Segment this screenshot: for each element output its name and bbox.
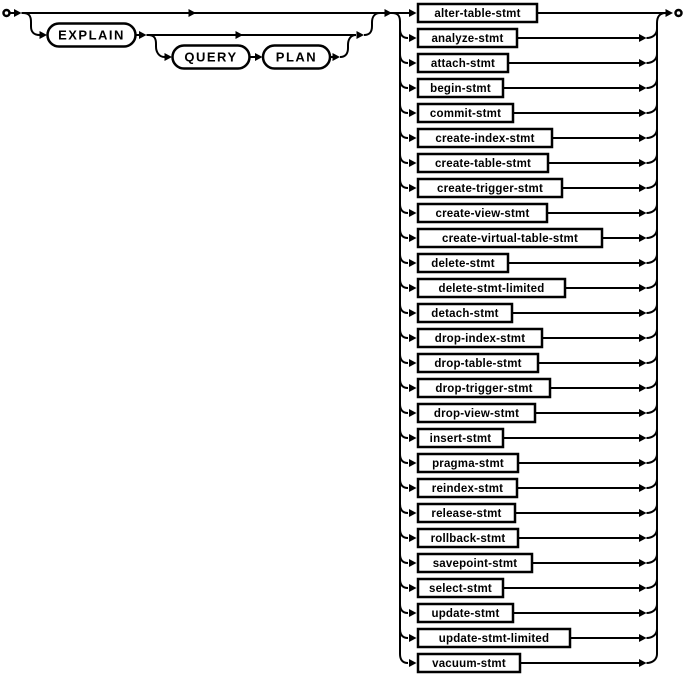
- arrowhead-icon: [409, 509, 417, 517]
- rail: [647, 504, 658, 513]
- rail: [647, 329, 658, 338]
- keyword-query-label: QUERY: [184, 49, 238, 65]
- rail: [400, 554, 408, 563]
- stmt-label: begin-stmt: [430, 83, 491, 95]
- keyword-plan-label: PLAN: [275, 49, 318, 65]
- rail: [400, 629, 408, 638]
- stmt-row-drop-index-stmt: [400, 329, 657, 347]
- arrowhead-icon: [639, 84, 647, 92]
- arrowhead-icon: [639, 184, 647, 192]
- stmt-label: vacuum-stmt: [432, 658, 506, 670]
- arrowhead-icon: [409, 259, 417, 267]
- arrowhead-icon: [639, 284, 647, 292]
- stmt-label: detach-stmt: [431, 308, 499, 320]
- arrowhead-icon: [639, 459, 647, 467]
- stmt-row-update-stmt-limited: [400, 629, 657, 647]
- arrowhead-icon: [639, 209, 647, 217]
- stmt-label: create-view-stmt: [435, 208, 530, 220]
- arrowhead-icon: [639, 384, 647, 392]
- stmt-row-insert-stmt: [400, 429, 657, 447]
- arrowhead-icon: [236, 31, 244, 39]
- rail: [400, 29, 408, 38]
- stmt-label: savepoint-stmt: [432, 558, 518, 570]
- arrowhead-icon: [409, 109, 417, 117]
- stmt-row-reindex-stmt: [400, 479, 657, 497]
- stmt-label: analyze-stmt: [431, 33, 504, 45]
- arrowhead-icon: [409, 434, 417, 442]
- rail: [400, 604, 408, 613]
- rail: [647, 479, 658, 488]
- rail: [647, 279, 658, 288]
- arrowhead-icon: [409, 409, 417, 417]
- arrowhead-icon: [409, 584, 417, 592]
- arrowhead-icon: [639, 134, 647, 142]
- stmt-label: commit-stmt: [429, 108, 502, 120]
- rail: [400, 404, 408, 413]
- arrowhead-icon: [639, 534, 647, 542]
- arrowhead-icon: [409, 534, 417, 542]
- rail: [647, 404, 658, 413]
- stmt-label: select-stmt: [429, 583, 492, 595]
- stmt-row-vacuum-stmt: [400, 654, 657, 672]
- stmt-label: rollback-stmt: [430, 533, 506, 545]
- arrowhead-icon: [639, 259, 647, 267]
- arrowhead-icon: [409, 34, 417, 42]
- arrowhead-icon: [165, 53, 173, 61]
- stmt-label: drop-view-stmt: [433, 408, 520, 420]
- start-terminal-icon: [4, 10, 10, 16]
- stmt-row-savepoint-stmt: [400, 554, 657, 572]
- stmt-row-rollback-stmt: [400, 529, 657, 547]
- arrowhead-icon: [409, 609, 417, 617]
- rail: [647, 654, 658, 663]
- rail: [400, 304, 408, 313]
- rail: [400, 354, 408, 363]
- stmt-label: pragma-stmt: [432, 458, 504, 470]
- rail: [647, 429, 658, 438]
- rail: [400, 104, 408, 113]
- stmt-label: drop-trigger-stmt: [435, 383, 533, 395]
- stmt-row-create-virtual-table-stmt: [400, 229, 657, 247]
- arrowhead-icon: [409, 84, 417, 92]
- exit-rails: [657, 9, 682, 654]
- arrowhead-icon: [409, 159, 417, 167]
- rail: [647, 604, 658, 613]
- arrowhead-icon: [639, 234, 647, 242]
- rail: [647, 129, 658, 138]
- stmt-label: drop-index-stmt: [434, 333, 526, 345]
- rail: [400, 229, 408, 238]
- stmt-label: reindex-stmt: [431, 483, 504, 495]
- rail: [647, 179, 658, 188]
- stmt-row-commit-stmt: [400, 104, 657, 122]
- stmt-row-create-trigger-stmt: [400, 179, 657, 197]
- stmt-row-select-stmt: [400, 579, 657, 597]
- arrowhead-icon: [409, 134, 417, 142]
- rail: [647, 154, 658, 163]
- stmt-row-delete-stmt-limited: [400, 279, 657, 297]
- arrowhead-icon: [255, 53, 263, 61]
- stmt-row-release-stmt: [400, 504, 657, 522]
- stmt-row-drop-trigger-stmt: [400, 379, 657, 397]
- arrowhead-icon: [639, 484, 647, 492]
- arrowhead-icon: [409, 559, 417, 567]
- rail: [647, 354, 658, 363]
- rail: [400, 429, 408, 438]
- keyword-explain-label: EXPLAIN: [58, 27, 125, 43]
- stmt-label: release-stmt: [431, 508, 502, 520]
- arrowhead-icon: [14, 9, 22, 17]
- stmt-label: insert-stmt: [429, 433, 492, 445]
- statement-rows: [400, 4, 666, 672]
- arrowhead-icon: [409, 384, 417, 392]
- arrowhead-icon: [409, 184, 417, 192]
- arrowhead-icon: [189, 9, 197, 17]
- stmt-label: update-stmt-limited: [438, 633, 550, 645]
- stmt-row-create-index-stmt: [400, 129, 657, 147]
- arrowhead-icon: [409, 59, 417, 67]
- rail: [647, 229, 658, 238]
- stmt-label: create-virtual-table-stmt: [441, 233, 579, 245]
- stmt-label: delete-stmt: [431, 258, 495, 270]
- arrowhead-icon: [639, 159, 647, 167]
- rail: [400, 454, 408, 463]
- rail: [647, 29, 658, 38]
- rail: [400, 204, 408, 213]
- rail: [400, 654, 408, 663]
- rail: [647, 629, 658, 638]
- rail: [647, 254, 658, 263]
- arrowhead-icon: [639, 609, 647, 617]
- rail: [647, 529, 658, 538]
- rail: [400, 54, 408, 63]
- stmt-row-create-table-stmt: [400, 154, 657, 172]
- arrowhead-icon: [333, 53, 341, 61]
- stmt-label: delete-stmt-limited: [438, 283, 545, 295]
- stmt-row-attach-stmt: [400, 54, 657, 72]
- rail: [400, 254, 408, 263]
- arrowhead-icon: [639, 309, 647, 317]
- stmt-row-detach-stmt: [400, 304, 657, 322]
- arrowhead-icon: [409, 9, 417, 17]
- arrowhead-icon: [139, 31, 147, 39]
- explain-return-curve: [364, 13, 380, 35]
- rail: [400, 504, 408, 513]
- rail: [400, 129, 408, 138]
- arrowhead-icon: [357, 31, 365, 39]
- rail: [400, 579, 408, 588]
- rail: [647, 54, 658, 63]
- rail: [400, 154, 408, 163]
- arrowhead-icon: [409, 359, 417, 367]
- arrowhead-icon: [639, 584, 647, 592]
- query-plan-branch-curve: [148, 35, 165, 57]
- arrowhead-icon: [639, 559, 647, 567]
- stmt-label: update-stmt: [431, 608, 500, 620]
- arrowhead-icon: [639, 109, 647, 117]
- stmt-label: create-trigger-stmt: [436, 183, 544, 195]
- stmt-row-analyze-stmt: [400, 29, 657, 47]
- stmt-label: drop-table-stmt: [434, 358, 522, 370]
- rail: [400, 79, 408, 88]
- arrowhead-icon: [409, 309, 417, 317]
- arrowhead-icon: [409, 284, 417, 292]
- rail: [400, 279, 408, 288]
- arrowhead-icon: [639, 634, 647, 642]
- arrowhead-icon: [639, 434, 647, 442]
- stmt-label: create-table-stmt: [434, 158, 532, 170]
- rail: [647, 579, 658, 588]
- arrowhead-icon: [409, 459, 417, 467]
- entry-rails: [4, 9, 417, 654]
- stmt-row-create-view-stmt: [400, 204, 657, 222]
- rail: [647, 304, 658, 313]
- left-rail-top-curve: [392, 13, 400, 22]
- end-terminal-icon: [676, 10, 682, 16]
- rail: [647, 454, 658, 463]
- explain-branch-curve: [23, 13, 40, 35]
- rail: [400, 179, 408, 188]
- arrowhead-icon: [409, 659, 417, 667]
- stmt-row-alter-table-stmt: [418, 4, 666, 22]
- arrowhead-icon: [639, 59, 647, 67]
- rail: [647, 104, 658, 113]
- rail: [647, 79, 658, 88]
- rail: [400, 379, 408, 388]
- arrowhead-icon: [639, 359, 647, 367]
- rail: [647, 204, 658, 213]
- arrowhead-icon: [40, 31, 48, 39]
- stmt-label: attach-stmt: [430, 58, 496, 70]
- rail: [400, 329, 408, 338]
- stmt-label: alter-table-stmt: [434, 8, 521, 20]
- rail: [400, 529, 408, 538]
- keyword-plan: [263, 46, 330, 69]
- arrowhead-icon: [639, 659, 647, 667]
- arrowhead-icon: [639, 509, 647, 517]
- arrowhead-icon: [639, 409, 647, 417]
- keyword-explain: [48, 24, 136, 47]
- arrowhead-icon: [409, 634, 417, 642]
- arrowhead-icon: [409, 334, 417, 342]
- arrowhead-icon: [639, 34, 647, 42]
- arrowhead-icon: [385, 9, 393, 17]
- arrowhead-icon: [409, 234, 417, 242]
- stmt-row-drop-view-stmt: [400, 404, 657, 422]
- arrowhead-icon: [666, 9, 674, 17]
- stmt-row-pragma-stmt: [400, 454, 657, 472]
- stmt-row-delete-stmt: [400, 254, 657, 272]
- arrowhead-icon: [639, 334, 647, 342]
- arrowhead-icon: [409, 484, 417, 492]
- stmt-row-update-stmt: [400, 604, 657, 622]
- stmt-label: create-index-stmt: [435, 133, 535, 145]
- rail: [400, 479, 408, 488]
- query-plan-return-curve: [340, 35, 356, 57]
- rail: [647, 379, 658, 388]
- stmt-row-begin-stmt: [400, 79, 657, 97]
- stmt-row-drop-table-stmt: [400, 354, 657, 372]
- rail: [647, 554, 658, 563]
- right-rail-top-curve: [657, 13, 666, 23]
- keyword-query: [173, 46, 250, 69]
- arrowhead-icon: [409, 209, 417, 217]
